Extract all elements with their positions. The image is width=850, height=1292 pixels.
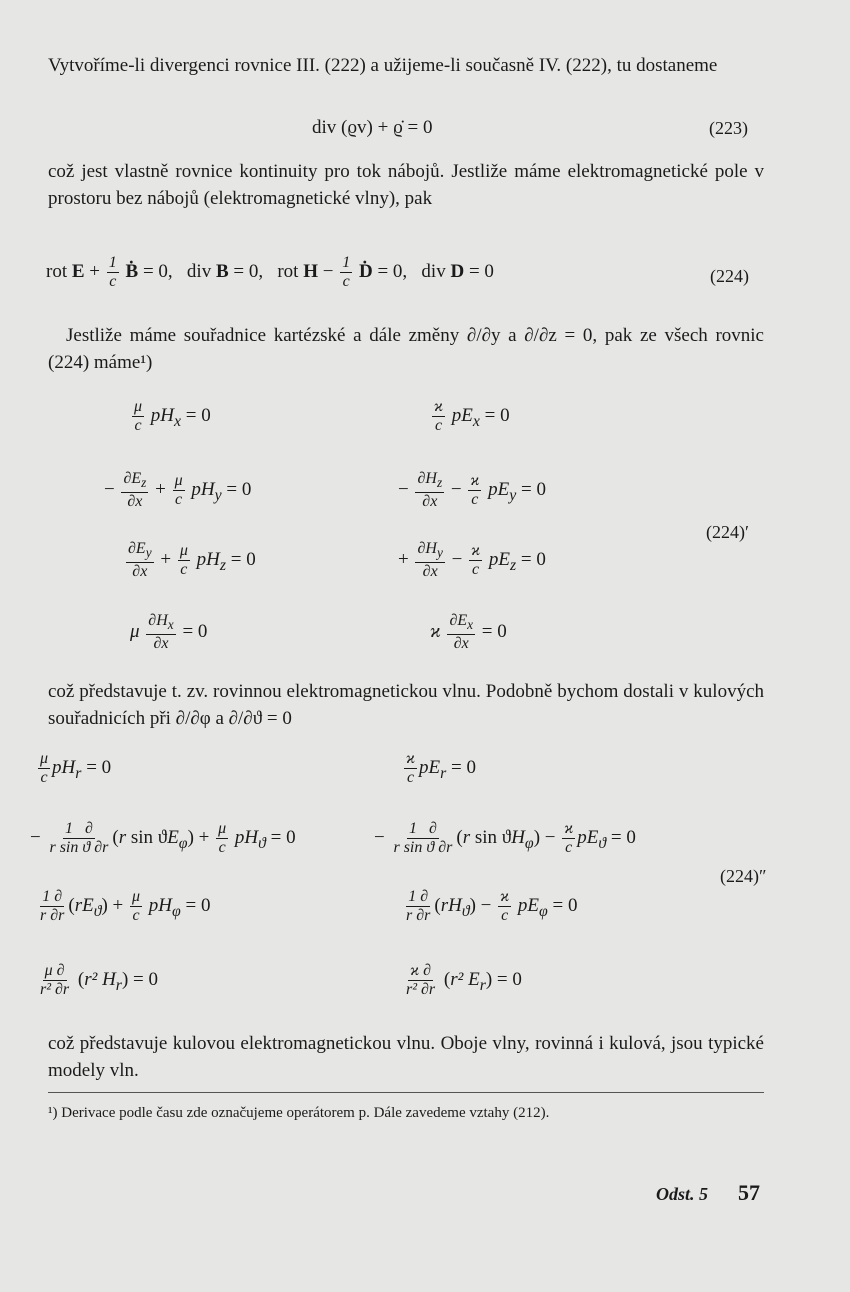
equation-224p-row3-right: + $\frac{\partial H_y}{\partial x}$ − $\frac{ϰ}{c}$ $pE_z = 0$ (398, 540, 546, 581)
paragraph-5: což představuje kulovou elektromagnetickou vlnu. Oboje vlny, rovinná i kulová, jsou typické modely vln. (48, 1033, 764, 1081)
section-label: Odst. 5 (656, 1184, 709, 1204)
paragraph-4: což představuje t. zv. rovinnou elektromagnetickou vlnu. Podobně bychom dostali v kulových souřadnicích při ∂/∂φ a ∂/∂ϑ = 0 (48, 681, 764, 729)
equation-224p-row4-right: ϰ $\frac{\partial E_x}{\partial x}$ = 0 (430, 612, 507, 653)
equation-224p-row3-left: $\frac{\partial E_y}{\partial x}$ + $\frac{\mu}{c}$ $pH_z = 0$ (128, 540, 256, 581)
equation-224p-row2-left: − $\frac{\partial E_z}{\partial x}$ + $\frac{\mu}{c}$ $pH_y = 0$ (104, 470, 252, 511)
equation-223: div (ϱv) + ϱ̇ = 0 (312, 117, 433, 138)
equation-224pp-row4-left: $\frac{\mu \partial}{\text{r² ∂r}}$ (r² $H_r) = 0$ (40, 962, 159, 998)
equation-number-224p: (224)′ (706, 522, 749, 542)
equation-224: rot E + $\frac{1}{c}$ Ḃ = 0, div B = 0, rot H − $\frac{1}{c}$ Ḋ = 0, div D = 0 (46, 254, 494, 290)
paragraph-2: což jest vlastně rovnice kontinuity pro tok nábojů. Jestliže máme elektromagnetické pole v prostoru bez nábojů (elektromagnetické vlny), pak (48, 161, 764, 209)
equation-224pp-row3-right: $\frac{1 \partial}{r \partial r}$ $(rH_ϑ)$ − $\frac{ϰ}{c}$ $pE_\varphi = 0$ (406, 888, 578, 924)
footnote: ¹) Derivace podle času zde označujeme operátorem p. Dále zavedeme vztahy (212). (48, 1105, 550, 1121)
equation-224p-row4-left: μ $\frac{\partial H_x}{\partial x}$ = 0 (130, 612, 208, 653)
equation-224pp-row2-right: − $\frac{1 \partial}{\text{r sin ϑ ∂r}}$ (r $\sin ϑH_\varphi$) − $\frac{ϰ}{c}$ $pE_ϑ = 0$ (374, 820, 636, 856)
page-number: 57 (738, 1180, 760, 1205)
equation-224pp-row4-right: $\frac{ϰ \partial}{\text{r² ∂r}}$ (r² $E_r) = 0$ (406, 962, 522, 998)
equation-224p-row1-right: $\frac{ϰ}{c}$ $pE_x = 0$ (434, 398, 510, 434)
equation-number-224: (224) (710, 266, 749, 286)
equation-224pp-row3-left: $\frac{1 \partial}{r \partial r}$ $(rE_ϑ)$ + $\frac{\mu}{c}$ $pH_\varphi = 0$ (40, 888, 211, 924)
equation-number-223: (223) (709, 118, 748, 138)
equation-number-224pp: (224)″ (720, 866, 767, 886)
equation-224pp-row1-left: $\frac{\mu}{c}$ $pH_r = 0$ (40, 750, 112, 786)
equation-224pp-row1-right: $\frac{ϰ}{c}$ $pE_r = 0$ (406, 750, 476, 786)
paragraph-1: Vytvoříme-li divergenci rovnice III. (222) a užijeme-li současně IV. (222), tu dostaneme (48, 55, 718, 76)
footnote-rule (48, 1092, 764, 1093)
equation-224p-row2-right: − $\frac{\partial H_z}{\partial x}$ − $\frac{ϰ}{c}$ $pE_y = 0$ (398, 470, 546, 511)
paragraph-3: Jestliže máme souřadnice kartézské a dále změny ∂/∂y a ∂/∂z = 0, pak ze všech rovnic (224) máme¹) (48, 325, 764, 373)
equation-224p-row1-left: $\frac{\mu}{c}$ $pH_x = 0$ (134, 398, 211, 434)
equation-224pp-row2-left: − $\frac{1 \partial}{\text{r sin ϑ ∂r}}$ (r $\sin ϑE_\varphi$) + $\frac{\mu}{c}$ $pH_ϑ = 0$ (30, 820, 296, 856)
